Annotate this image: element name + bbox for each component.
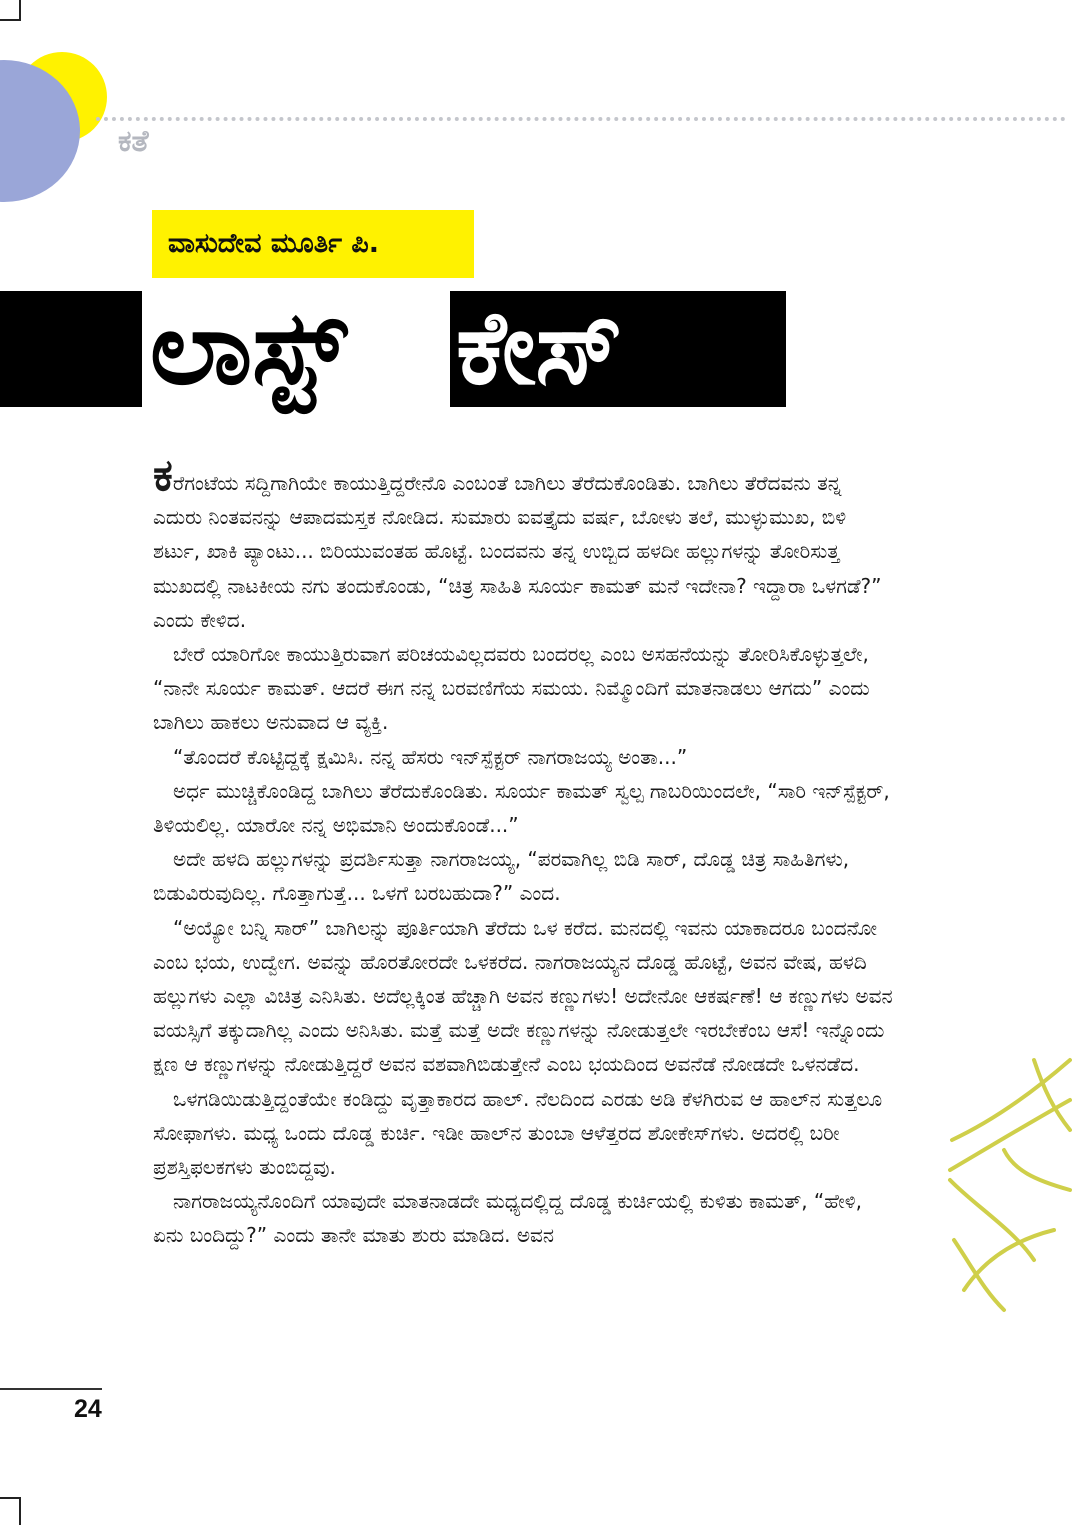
drop-cap: ಕ [153, 450, 173, 501]
page-number: 24 [74, 1395, 102, 1423]
story-body [153, 450, 893, 1253]
story-paragraph-3: “ತೊಂದರೆ ಕೊಟ್ಟಿದ್ದಕ್ಕೆ ಕ್ಷಮಿಸಿ. ನನ್ನ ಹೆಸರು ಇನ್‌ಸ್ಪೆಕ್ಟರ್ ನಾಗರಾಜಯ್ಯ ಅಂತಾ...” [173, 744, 688, 769]
page-number-rule [0, 1388, 102, 1390]
crop-mark-bottom-horizontal [0, 1497, 21, 1499]
story-paragraph-6: “ಅಯ್ಯೋ ಬನ್ನಿ ಸಾರ್” ಬಾಗಿಲನ್ನು ಪೂರ್ತಿಯಾಗಿ ತೆರೆದು ಒಳ ಕರೆದ. ಮನದಲ್ಲಿ ಇವನು ಯಾಕಾದರೂ ಬಂದನೋ ಎಂಬ ಭಯ, ಉದ್ವೇಗ. ಅವನ್ನು ಹೊರತೋರದೇ ಒಳಕರೆದ. ನಾಗರಾಜಯ್ಯನ ದೊಡ್ಡ ಹೊಟ್ಟೆ, ಅವನ ವೇಷ, ಹಳದಿ ಹಲ್ಲುಗಳು ಎಲ್ಲಾ ವಿಚಿತ್ರ ಎನಿಸಿತು. ಅದೆಲ್ಲಕ್ಕಿಂತ ಹೆಚ್ಚಾಗಿ ಅವನ ಕಣ್ಣುಗಳು! ಅದೇನೋ ಆಕರ್ಷಣೆ! ಆ ಕಣ್ಣುಗಳು ಅವನ ವಯಸ್ಸಿಗೆ ತಕ್ಕುದಾಗಿಲ್ಲ ಎಂದು ಅನಿಸಿತು. ಮತ್ತೆ ಮತ್ತೆ ಅದೇ ಕಣ್ಣುಗಳನ್ನು ನೋಡುತ್ತಲೇ ಇರಬೇಕೆಂಬ ಆಸೆ! ಇನ್ನೊಂದು ಕ್ಷಣ ಆ ಕಣ್ಣುಗಳನ್ನು ನೋಡುತ್ತಿದ್ದರೆ ಅವನ ವಶವಾಗಿಬಿಡುತ್ತೇನೆ ಎಂಬ ಭಯದಿಂದ ಅವನೆಡೆ ನೋಡದೇ ಒಳನಡೆದ. [153, 915, 893, 1077]
section-label: ಕತೆ [118, 124, 149, 159]
story-paragraph-5: ಅದೇ ಹಳದಿ ಹಲ್ಲುಗಳನ್ನು ಪ್ರದರ್ಶಿಸುತ್ತಾ ನಾಗರಾಜಯ್ಯ, “ಪರವಾಗಿಲ್ಲ ಬಿಡಿ ಸಾರ್, ದೊಡ್ಡ ಚಿತ್ರ ಸಾಹಿತಿಗಳು, ಬಿಡುವಿರುವುದಿಲ್ಲ. ಗೊತ್ತಾಗುತ್ತೆ... ಒಳಗೆ ಬರಬಹುದಾ?” ಎಂದ. [153, 847, 850, 906]
author-name: ವಾಸುದೇವ ಮೂರ್ತಿ ಪಿ. [168, 228, 379, 259]
crop-mark-top-horizontal [0, 19, 21, 21]
story-paragraph-1: ಕರೆಗಂಟೆಯ ಸದ್ದಿಗಾಗಿಯೇ ಕಾಯುತ್ತಿದ್ದರೇನೊ ಎಂಬಂತೆ ಬಾಗಿಲು ತೆರೆದುಕೊಂಡಿತು. ಬಾಗಿಲು ತೆರೆದವನು ತನ್ನ ಎದುರು ನಿಂತವನನ್ನು ಆಪಾದಮಸ್ತಕ ನೋಡಿದ. ಸುಮಾರು ಐವತ್ತೈದು ವರ್ಷ, ಬೋಳು ತಲೆ, ಮುಳ್ಳುಮುಖ, ಬಿಳಿ ಶರ್ಟು, ಖಾಕಿ ಪ್ಯಾಂಟು... ಬಿರಿಯುವಂತಹ ಹೊಟ್ಟೆ. ಬಂದವನು ತನ್ನ ಉಬ್ಬಿದ ಹಳದೀ ಹಲ್ಲುಗಳನ್ನು ತೋರಿಸುತ್ತ ಮುಖದಲ್ಲಿ ನಾಟಕೀಯ ನಗು ತಂದುಕೊಂಡು, “ಚಿತ್ರ ಸಾಹಿತಿ ಸೂರ್ಯ ಕಾಮತ್ ಮನೆ ಇದೇನಾ? ಇದ್ದಾರಾ ಒಳಗಡೆ?” ಎಂದು ಕೇಳಿದ. [153, 450, 882, 632]
story-paragraph-2: ಬೇರೆ ಯಾರಿಗೋ ಕಾಯುತ್ತಿರುವಾಗ ಪರಿಚಯವಿಲ್ಲದವರು ಬಂದರಲ್ಲ ಎಂಬ ಅಸಹನೆಯನ್ನು ತೋರಿಸಿಕೊಳ್ಳುತ್ತಲೇ, “ನಾನೇ ಸೂರ್ಯ ಕಾಮತ್. ಆದರೆ ಈಗ ನನ್ನ ಬರವಣಿಗೆಯ ಸಮಯ. ನಿಮ್ಮೊಂದಿಗೆ ಮಾತನಾಡಲು ಆಗದು” ಎಂದು ಬಾಗಿಲು ಹಾಕಲು ಅನುವಾದ ಆ ವ್ಯಕ್ತಿ. [153, 642, 870, 735]
crop-mark-bottom-vertical [19, 1497, 21, 1525]
title-bar-left [0, 291, 142, 407]
title-word-case: ಕೇಸ್ [456, 289, 623, 408]
story-paragraph-8: ನಾಗರಾಜಯ್ಯನೊಂದಿಗೆ ಯಾವುದೇ ಮಾತನಾಡದೇ ಮಧ್ಯದಲ್ಲಿದ್ದ ದೊಡ್ಡ ಕುರ್ಚಿಯಲ್ಲಿ ಕುಳಿತು ಕಾಮತ್, “ಹೇಳಿ, ಏನು ಬಂದಿದ್ದು?” ಎಂದು ತಾನೇ ಮಾತು ಶುರು ಮಾಡಿದ. ಅವನ [153, 1189, 862, 1248]
story-paragraph-4: ಅರ್ಧ ಮುಚ್ಚಿಕೊಂಡಿದ್ದ ಬಾಗಿಲು ತೆರೆದುಕೊಂಡಿತು. ಸೂರ್ಯ ಕಾಮತ್ ಸ್ವಲ್ಪ ಗಾಬರಿಯಿಂದಲೇ, “ಸಾರಿ ಇನ್‌ಸ್ಪೆಕ್ಟರ್, ತಿಳಿಯಲಿಲ್ಲ. ಯಾರೋ ನನ್ನ ಅಭಿಮಾನಿ ಅಂದುಕೊಂಡೆ...” [153, 778, 890, 838]
crop-mark-top-vertical [19, 0, 21, 20]
story-paragraph-7: ಒಳಗಡಿಯಿಡುತ್ತಿದ್ದಂತೆಯೇ ಕಂಡಿದ್ದು ವೃತ್ತಾಕಾರದ ಹಾಲ್. ನೆಲದಿಂದ ಎರಡು ಅಡಿ ಕೆಳಗಿರುವ ಆ ಹಾಲ್‌ನ ಸುತ್ತಲೂ ಸೋಫಾಗಳು. ಮಧ್ಯ ಒಂದು ದೊಡ್ಡ ಕುರ್ಚಿ. ಇಡೀ ಹಾಲ್‌ನ ತುಂಬಾ ಆಳೆತ್ತರದ ಶೋಕೇಸ್‌ಗಳು. ಅದರಲ್ಲಿ ಬರೀ ಪ್ರಶಸ್ತಿಫಲಕಗಳು ತುಂಬಿದ್ದವು. [153, 1086, 883, 1180]
dotted-rule [96, 117, 1066, 121]
author-box [152, 210, 474, 278]
title-word-last: ಲಾಸ್ಟ್ [150, 289, 347, 408]
scribble-decoration [944, 1030, 1072, 1330]
